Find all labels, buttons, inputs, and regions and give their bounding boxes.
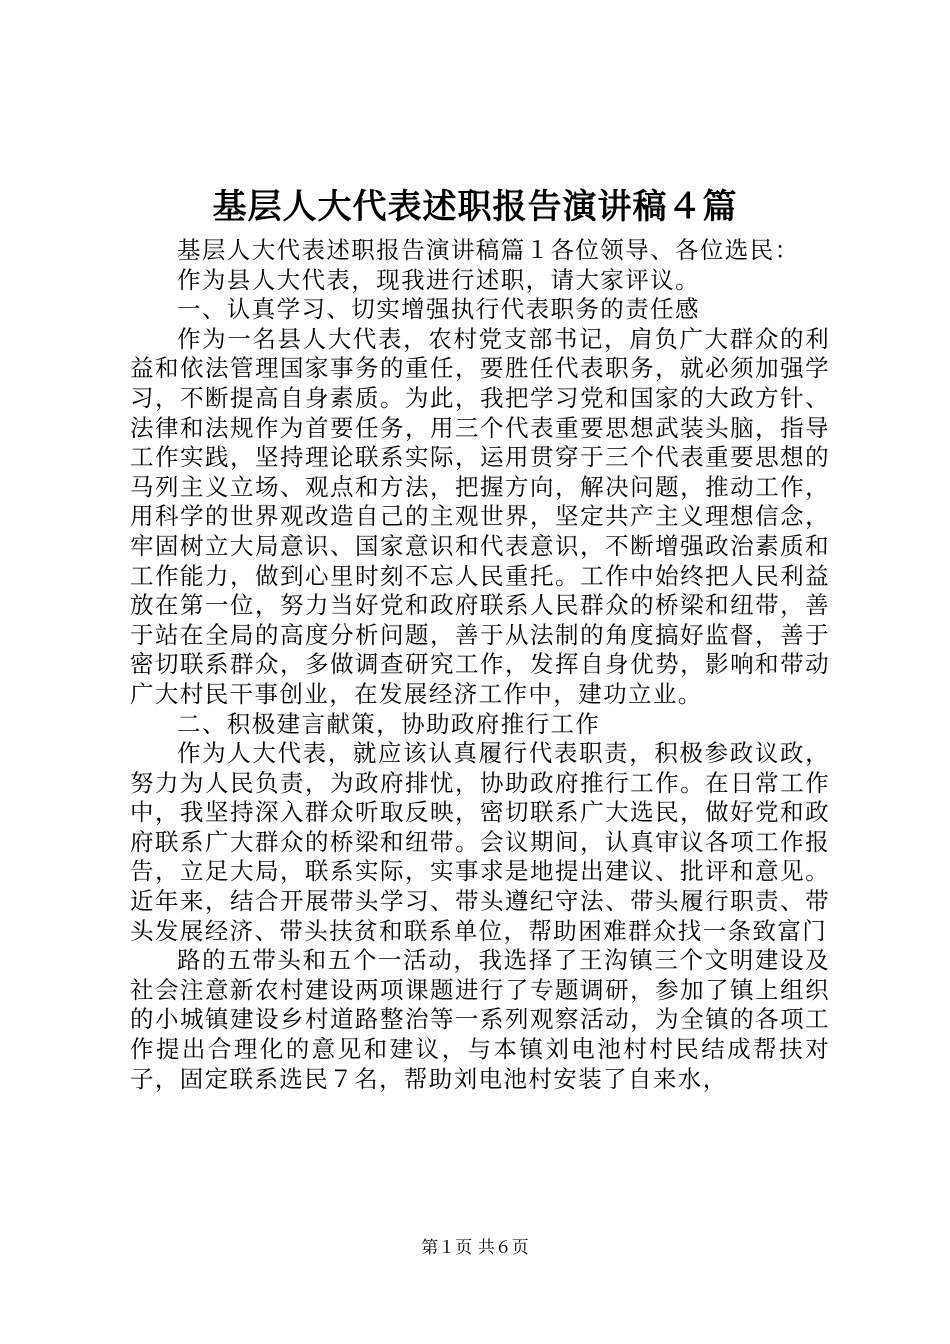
paragraph-section-2: 作为人大代表，就应该认真履行代表职责，积极参政议政，努力为人民负责，为政府排忧，协助政府推行工作。在日常工作中，我坚持深入群众听取反映，密切联系广大选民，做好党和政府联系广大群众的桥梁和纽带。会议期间，认真审议各项工作报告，立足大局，联系实际，实事求是地提出建议、批评和意见。近年来，结合开展带头学习、带头遵纪守法、带头履行职责、带头发展经济、带头扶贫和联系单位，帮助困难群众找一条致富门 bbox=[130, 739, 830, 945]
paragraph-section-1: 作为一名县人大代表，农村党支部书记，肩负广大群众的利益和依法管理国家事务的重任，要胜任代表职务，就必须加强学习，不断提高自身素质。为此，我把学习党和国家的大政方针、法律和法规作为首要任务，用三个代表重要思想武装头脑，指导工作实践，坚持理论联系实际，运用贯穿于三个代表重要思想的马列主义立场、观点和方法，把握方向，解决问题，推动工作，用科学的世界观改造自己的主观世界，坚定共产主义理想信念，牢固树立大局意识、国家意识和代表意识，不断增强政治素质和工作能力，做到心里时刻不忘人民重托。工作中始终把人民利益放在第一位，努力当好党和政府联系人民群众的桥梁和纽带，善于站在全局的高度分析问题，善于从法制的角度搞好监督，善于密切联系群众，多做调查研究工作，发挥自身优势，影响和带动广大村民干事创业，在发展经济工作中，建功立业。 bbox=[130, 324, 830, 708]
page-number-footer: 第１页 共６页 bbox=[421, 1238, 529, 1258]
section-heading-2: 二、积极建言献策，协助政府推行工作 bbox=[177, 709, 601, 738]
document-body bbox=[130, 236, 830, 1094]
section-heading-1: 一、认真学习、切实增强执行代表职务的责任感 bbox=[177, 295, 700, 324]
paragraph-intro: 作为县人大代表，现我进行述职，请大家评议。 bbox=[177, 265, 700, 294]
paragraph-opening: 基层人大代表述职报告演讲稿篇１各位领导、各位选民： bbox=[177, 236, 800, 264]
document-title: 基层人大代表述职报告演讲稿４篇 bbox=[212, 187, 738, 227]
paragraph-section-2-continued: 路的五带头和五个一活动，我选择了王沟镇三个文明建设及社会注意新农村建设两项课题进行了专题调研，参加了镇上组织的小城镇建设乡村道路整治等一系列观察活动，为全镇的各项工作提出合理化的意见和建议，与本镇刘电池村村民结成帮扶对子，固定联系选民７名，帮助刘电池村安装了自来水， bbox=[130, 946, 830, 1093]
